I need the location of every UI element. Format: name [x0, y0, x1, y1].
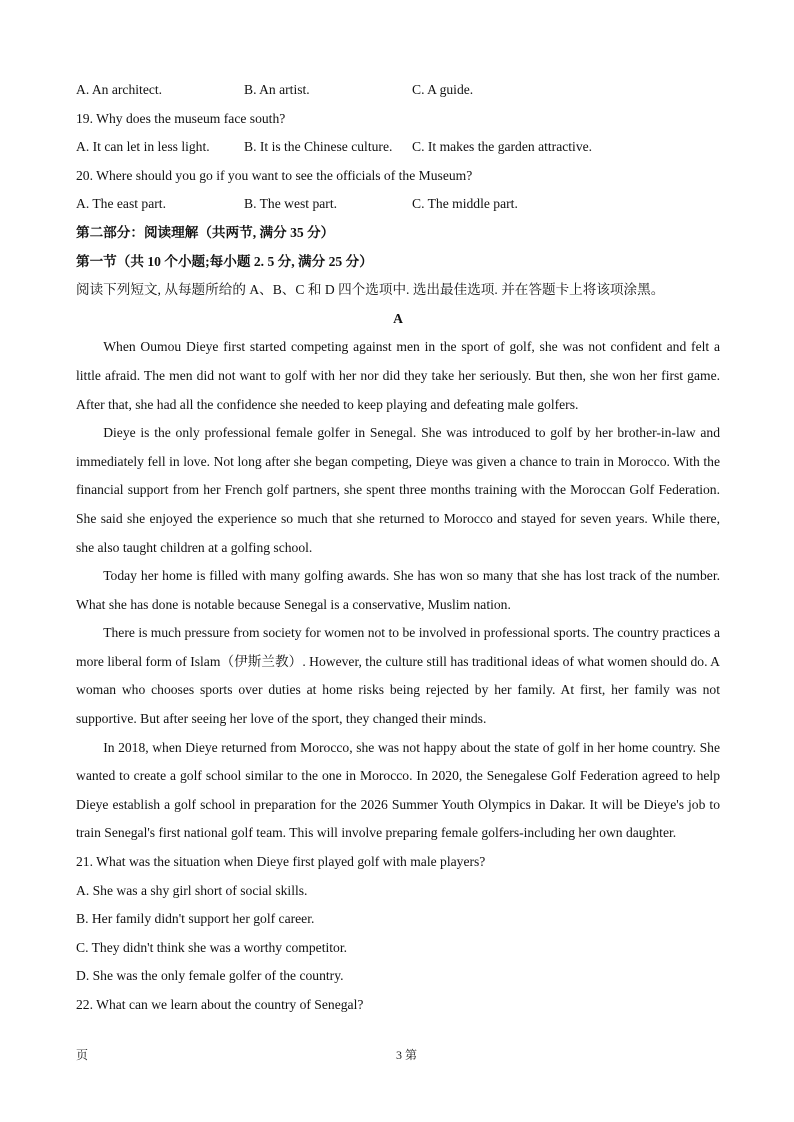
q19-option-a: A. It can let in less light. [76, 139, 210, 155]
q20-question: 20. Where should you go if you want to see the officials of the Museum? [76, 167, 473, 183]
q20-option-b: B. The west part. [244, 196, 337, 212]
passage-label: A [393, 310, 403, 326]
q20-options [76, 190, 720, 219]
passage-paragraph: There is much pressure from society for women not to be involved in professional sports. The country practices a more liberal form of Islam（伊斯兰教）. However, the culture still has traditional ideas of what women should do. A woman who chooses sports over duties at home risks being rejected by her family. At first, her family was not supportive. But after seeing her love of the sport, they changed their minds. [76, 625, 720, 727]
passage-paragraph: Dieye is the only professional female golfer in Senegal. She was introduced to golf by her brother-in-law and immediately fell in love. Not long after she began competing, Dieye was given a chance to train in Morocco. With the financial support from her French golf partners, she spent three months training with the Moroccan Golf Federation. She said she enjoyed the experience so much that she returned to Morocco and stayed for seven years. While there, she also taught children at a golfing school. [76, 425, 720, 555]
passage-paragraph: In 2018, when Dieye returned from Morocco, she was not happy about the state of golf in her home country. She wanted to create a golf school similar to the one in Morocco. In 2020, the Senegalese Golf Federation agreed to help Dieye establish a golf school in preparation for the 2026 Summer Youth Olympics in Dakar. It will be Dieye's job to train Senegal's first national golf team. This will involve preparing female golfers-including her own daughter. [76, 739, 720, 841]
q19-option-b: B. It is the Chinese culture. [244, 139, 393, 155]
q21-option-a: A. She was a shy girl short of social skills. [76, 882, 308, 898]
section2-title: 第二部分：阅读理解（共两节, 满分 35 分） [76, 224, 335, 240]
q19-question: 19. Why does the museum face south? [76, 110, 286, 126]
q22-question: 22. What can we learn about the country of Senegal? [76, 997, 364, 1012]
passage-paragraph: When Oumou Dieye first started competing against men in the sport of golf, she was not confident and felt a little afraid. The men did not want to golf with her nor did they take her seriously. But then, she won her first game. After that, she had all the confidence she needed to keep playing and defeating male golfers. [76, 339, 720, 412]
q21-question: 21. What was the situation when Dieye first played golf with male players? [76, 854, 486, 870]
q19-options [76, 133, 720, 162]
footer-left: 页 [76, 1048, 89, 1062]
passage-paragraph: Today her home is filled with many golfing awards. She has won so many that she has lost track of the number. What she has done is notable because Senegal is a conservative, Muslim nation. [76, 568, 720, 612]
q18-option-b: B. An artist. [244, 82, 310, 97]
q18-option-a: A. An architect. [76, 82, 163, 97]
q20-option-c: C. The middle part. [412, 196, 518, 212]
section1-title: 第一节（共 10 个小题;每小题 2. 5 分, 满分 25 分） [76, 253, 373, 269]
instruction: 阅读下列短文, 从每题所给的 A、B、C 和 D 四个选项中. 选出最佳选项. 并在答题卡上将该项涂黑。 [76, 282, 665, 298]
q21-option-c: C. They didn't think she was a worthy competitor. [76, 939, 348, 955]
q18-option-c: C. A guide. [412, 82, 474, 97]
exam-page [76, 76, 720, 1020]
q19-option-c: C. It makes the garden attractive. [412, 139, 593, 155]
footer-page-number: 3 第 [396, 1048, 418, 1062]
q18-options [76, 76, 720, 105]
q21-option-b: B. Her family didn't support her golf career. [76, 911, 315, 927]
q21-option-d: D. She was the only female golfer of the country. [76, 968, 344, 984]
q20-option-a: A. The east part. [76, 196, 166, 212]
